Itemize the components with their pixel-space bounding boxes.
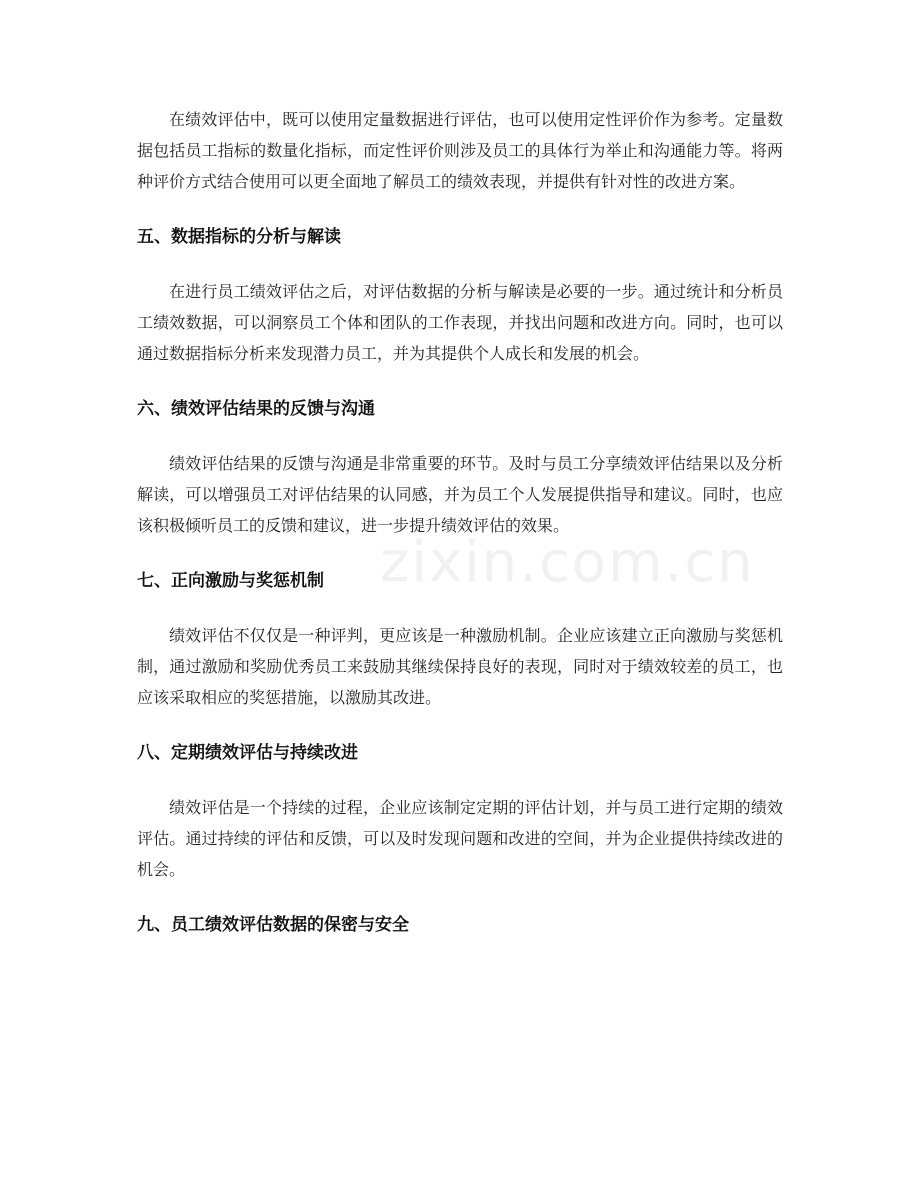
- paragraph-periodic-evaluation: 绩效评估是一个持续的过程，企业应该制定定期的评估计划，并与员工进行定期的绩效评估。通过持续的评估和反馈，可以及时发现问题和改进的空间，并为企业提供持续改进的机会。: [137, 798, 783, 879]
- paragraph-feedback: 绩效评估结果的反馈与沟通是非常重要的环节。及时与员工分享绩效评估结果以及分析解读，可以增强员工对评估结果的认同感，并为员工个人发展提供指导和建议。同时，也应该积极倾听员工的反馈和建议，进一步提升绩效评估的效果。: [137, 454, 783, 535]
- paragraph-qualitative-quantitative: 在绩效评估中，既可以使用定量数据进行评估，也可以使用定性评价作为参考。定量数据包括员工指标的数量化指标，而定性评价则涉及员工的具体行为举止和沟通能力等。将两种评价方式结合使用可以更全面地了解员工的绩效表现，并提供有针对性的改进方案。: [137, 110, 783, 191]
- paragraph-data-analysis: 在进行员工绩效评估之后，对评估数据的分析与解读是必要的一步。通过统计和分析员工绩效数据，可以洞察员工个体和团队的工作表现，并找出问题和改进方向。同时，也可以通过数据指标分析来发现潜力员工，并为其提供个人成长和发展的机会。: [137, 282, 783, 363]
- heading-section-8: 八、定期绩效评估与持续改进: [137, 743, 358, 763]
- heading-section-5: 五、数据指标的分析与解读: [137, 227, 341, 247]
- heading-section-9: 九、员工绩效评估数据的保密与安全: [137, 915, 409, 935]
- heading-section-6: 六、绩效评估结果的反馈与沟通: [137, 399, 375, 419]
- document-body: [137, 104, 783, 964]
- paragraph-incentives: 绩效评估不仅仅是一种评判，更应该是一种激励机制。企业应该建立正向激励与奖惩机制，通过激励和奖励优秀员工来鼓励其继续保持良好的表现，同时对于绩效较差的员工，也应该采取相应的奖惩措施，以激励其改进。: [137, 626, 783, 707]
- heading-section-7: 七、正向激励与奖惩机制: [137, 571, 324, 591]
- watermark: zixin.com.cn: [380, 530, 755, 595]
